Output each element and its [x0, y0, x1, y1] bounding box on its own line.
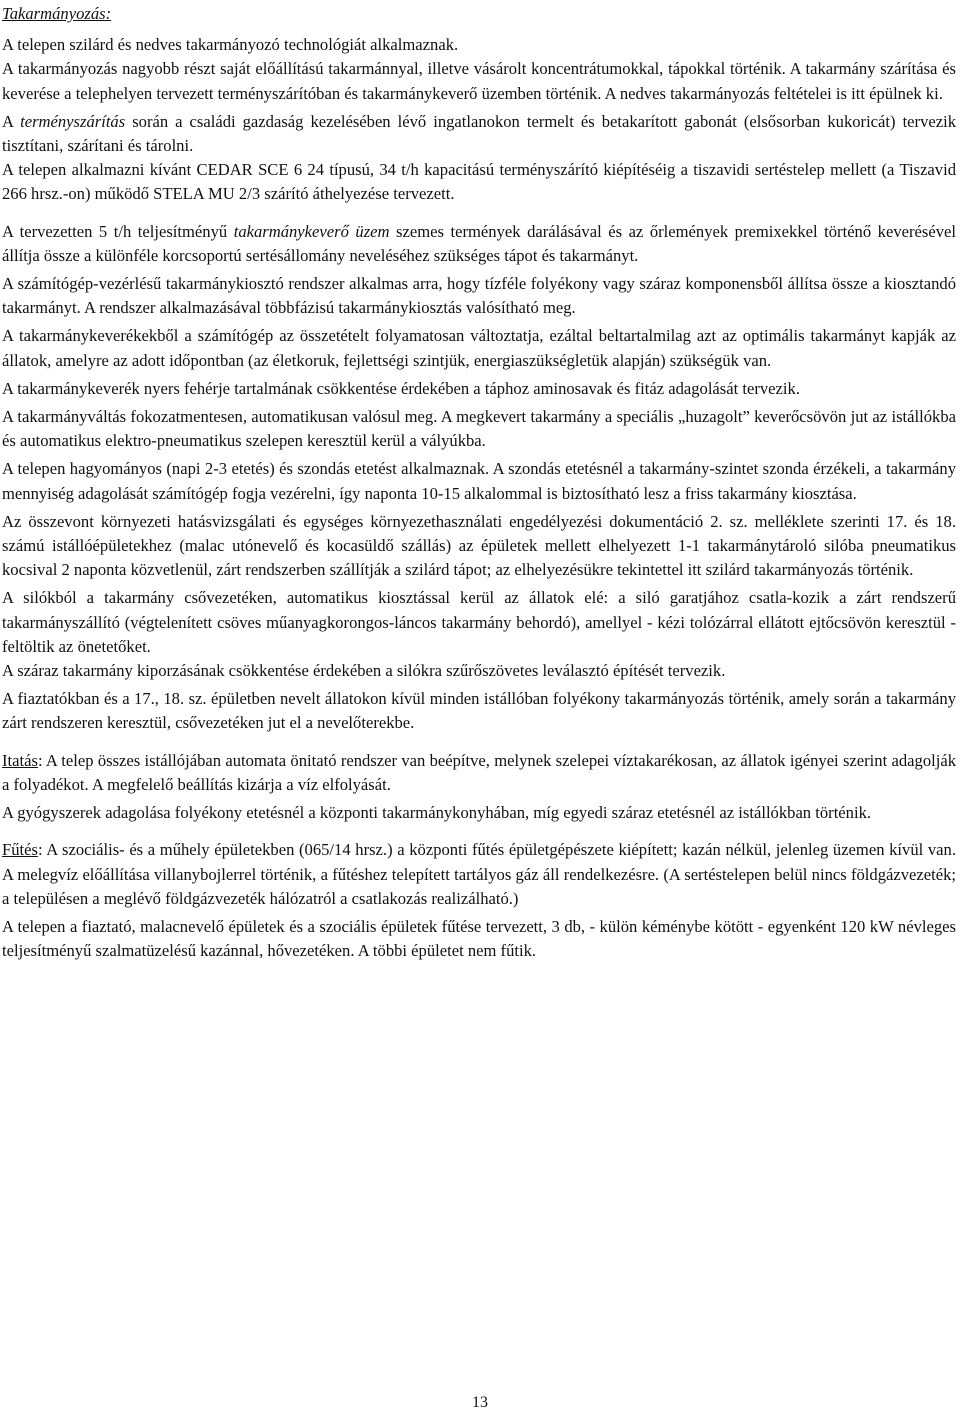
paragraph-text: : A szociális- és a műhely épületekben (065/14 hrsz.) a központi fűtés épületgépészete kiépített; kazán nélkül, jelenleg üzemen kívül van. A melegvíz előállítása villanybojlerrel történik, a fűtéshez telepített tartályos gáz áll rendelkezésre. (A sertéstelepen belül nincs földgázvezeték; a településen a meglévő földgázvezeték hálózatról a csatlakozás realizálható.)	[2, 840, 956, 908]
paragraph: A számítógép-vezérlésű takarmánykiosztó rendszer alkalmas arra, hogy tízféle folyékony vagy száraz komponensből állítsa össze a kiosztandó takarmányt. A rendszer alkalmazásával többfázisú takarmánykiosztás valósítható meg.	[2, 274, 956, 318]
paragraph: A takarmányváltás fokozatmentesen, automatikusan valósul meg. A megkevert takarmány a speciális „huzagolt” keverőcsövön jut az istállókba és automatikus elektro-pneumatikus szelepen keresztül kerül a vályúkba.	[2, 407, 956, 451]
paragraph	[2, 110, 956, 158]
paragraph: A száraz takarmány kiporzásának csökkentése érdekében a silókra szűrőszövetes leválasztó építését tervezik.	[2, 661, 726, 681]
paragraph-label: Fűtés	[2, 840, 38, 860]
paragraph	[2, 749, 956, 797]
paragraph-label: Itatás	[2, 750, 38, 770]
document-body	[2, 2, 956, 967]
paragraph: A telepen a fiaztató, malacnevelő épületek és a szociális épületek fűtése tervezett, 3 db, - külön kéménybe kötött - egyenként 120 kW névleges teljesítményű szalmatüzelésű kazánnal, hővezetéken. A többi épületet nem fűtik.	[2, 916, 956, 961]
paragraph: A telepen alkalmazni kívánt CEDAR SCE 6 24 típusú, 34 t/h kapacitású terményszárító kiépítéséig a tiszavidi sertéstelep mellett (a Tiszavid 266 hrsz.-on) működő STELA MU 2/3 szárító áthelyezése tervezett.	[2, 160, 956, 204]
paragraph: A telepen szilárd és nedves takarmányozó technológiát alkalmaznak.	[2, 35, 459, 55]
paragraph-text: szemes termények darálásával és az őrlemények premixekkel történő keverésével állítja össze a különféle korcsoportú sertésállomány neveléséhez szükséges tápot és takarmányt.	[2, 221, 956, 265]
paragraph: A telepen hagyományos (napi 2-3 etetés) és szondás etetést alkalmaznak. A szondás etetésnél a takarmány-szintet szonda érzékeli, a takarmány mennyiség adagolását számítógép fogja vezérelni, így naponta 10-15 alkalommal is biztosítható lesz a friss takarmány kiosztása.	[2, 459, 956, 503]
paragraph	[2, 838, 956, 911]
paragraph-text: A tervezetten 5 t/h teljesítményű	[2, 221, 234, 241]
paragraph: A takarmánykeverékekből a számítógép az összetételt folyamatosan változtatja, ezáltal beltartalmilag azt az optimális takarmányt kapják az állatok, amelyre az adott időpontban (az életkoruk, fejlettségi szintjük, energiaszükségletük alapján) szükségük van.	[2, 326, 956, 370]
paragraph: A fiaztatókban és a 17., 18. sz. épületben nevelt állatokon kívül minden istállóban folyékony takarmányozás történik, amely során a takarmány zárt rendszeren keresztül, csővezetéken jut el a nevelőterekbe.	[2, 689, 956, 733]
paragraph-text: során a családi gazdaság kezelésében lévő ingatlanokon termelt és betakarított gabonát (elsősorban kukoricát) tervezik tisztítani, szárítani és tárolni.	[2, 111, 957, 156]
paragraph: Az összevont környezeti hatásvizsgálati és egységes környezethasználati engedélyezési dokumentáció 2. sz. melléklete szerinti 17. és 18. számú istállóépületekhez (malac utónevelő és kocasüldő szállás) az épületek mellett elhelyezett 1-1 takarmánytároló silóba pneumatikus kocsival 2 naponta közvetlenül, zárt rendszerben szállítják a szilárd tápot; az elhelyezésükre tekintettel itt szilárd takarmányozás történik.	[2, 511, 956, 580]
section-heading: Takarmányozás:	[2, 4, 112, 23]
paragraph	[2, 220, 956, 268]
paragraph: A silókból a takarmány csővezetéken, automatikus kiosztással kerül az állatok elé: a siló garatjához csatla-kozik a zárt rendszerű takarmányszállító (végtelenített csöves műanyagkorongos-láncos takarmány behordó), amellyel - kézi tolózárral ellátott ejtőcsövön keresztül - feltöltik az önetetőket.	[2, 588, 956, 656]
paragraph: A takarmányozás nagyobb részt saját előállítású takarmánnyal, illetve vásárolt koncentrátumokkal, tápokkal történik. A takarmány szárítása és keverése a telephelyen tervezett terményszárítóban és takarmánykeverő üzemben történik. A nedves takarmányozás feltételei is itt épülnek ki.	[2, 59, 956, 103]
emphasis-term: takarmánykeverő üzem	[233, 221, 390, 241]
emphasis-term: terményszárítás	[20, 111, 126, 131]
paragraph: A takarmánykeverék nyers fehérje tartalmának csökkentése érdekében a táphoz aminosavak és fitáz adagolását tervezik.	[2, 378, 800, 398]
paragraph: A gyógyszerek adagolása folyékony etetésnél a központi takarmánykonyhában, míg egyedi száraz etetésnél az istállókban történik.	[2, 803, 872, 823]
paragraph-text: A	[2, 111, 21, 131]
paragraph-text: : A telep összes istállójában automata önitató rendszer van beépítve, melynek szelepei víztakarékosan, az állatok igényei szerint adagolják a folyadékot. A megfelelő beállítás kizárja a víz elfolyását.	[2, 750, 956, 794]
page-number: 13	[472, 1394, 488, 1411]
